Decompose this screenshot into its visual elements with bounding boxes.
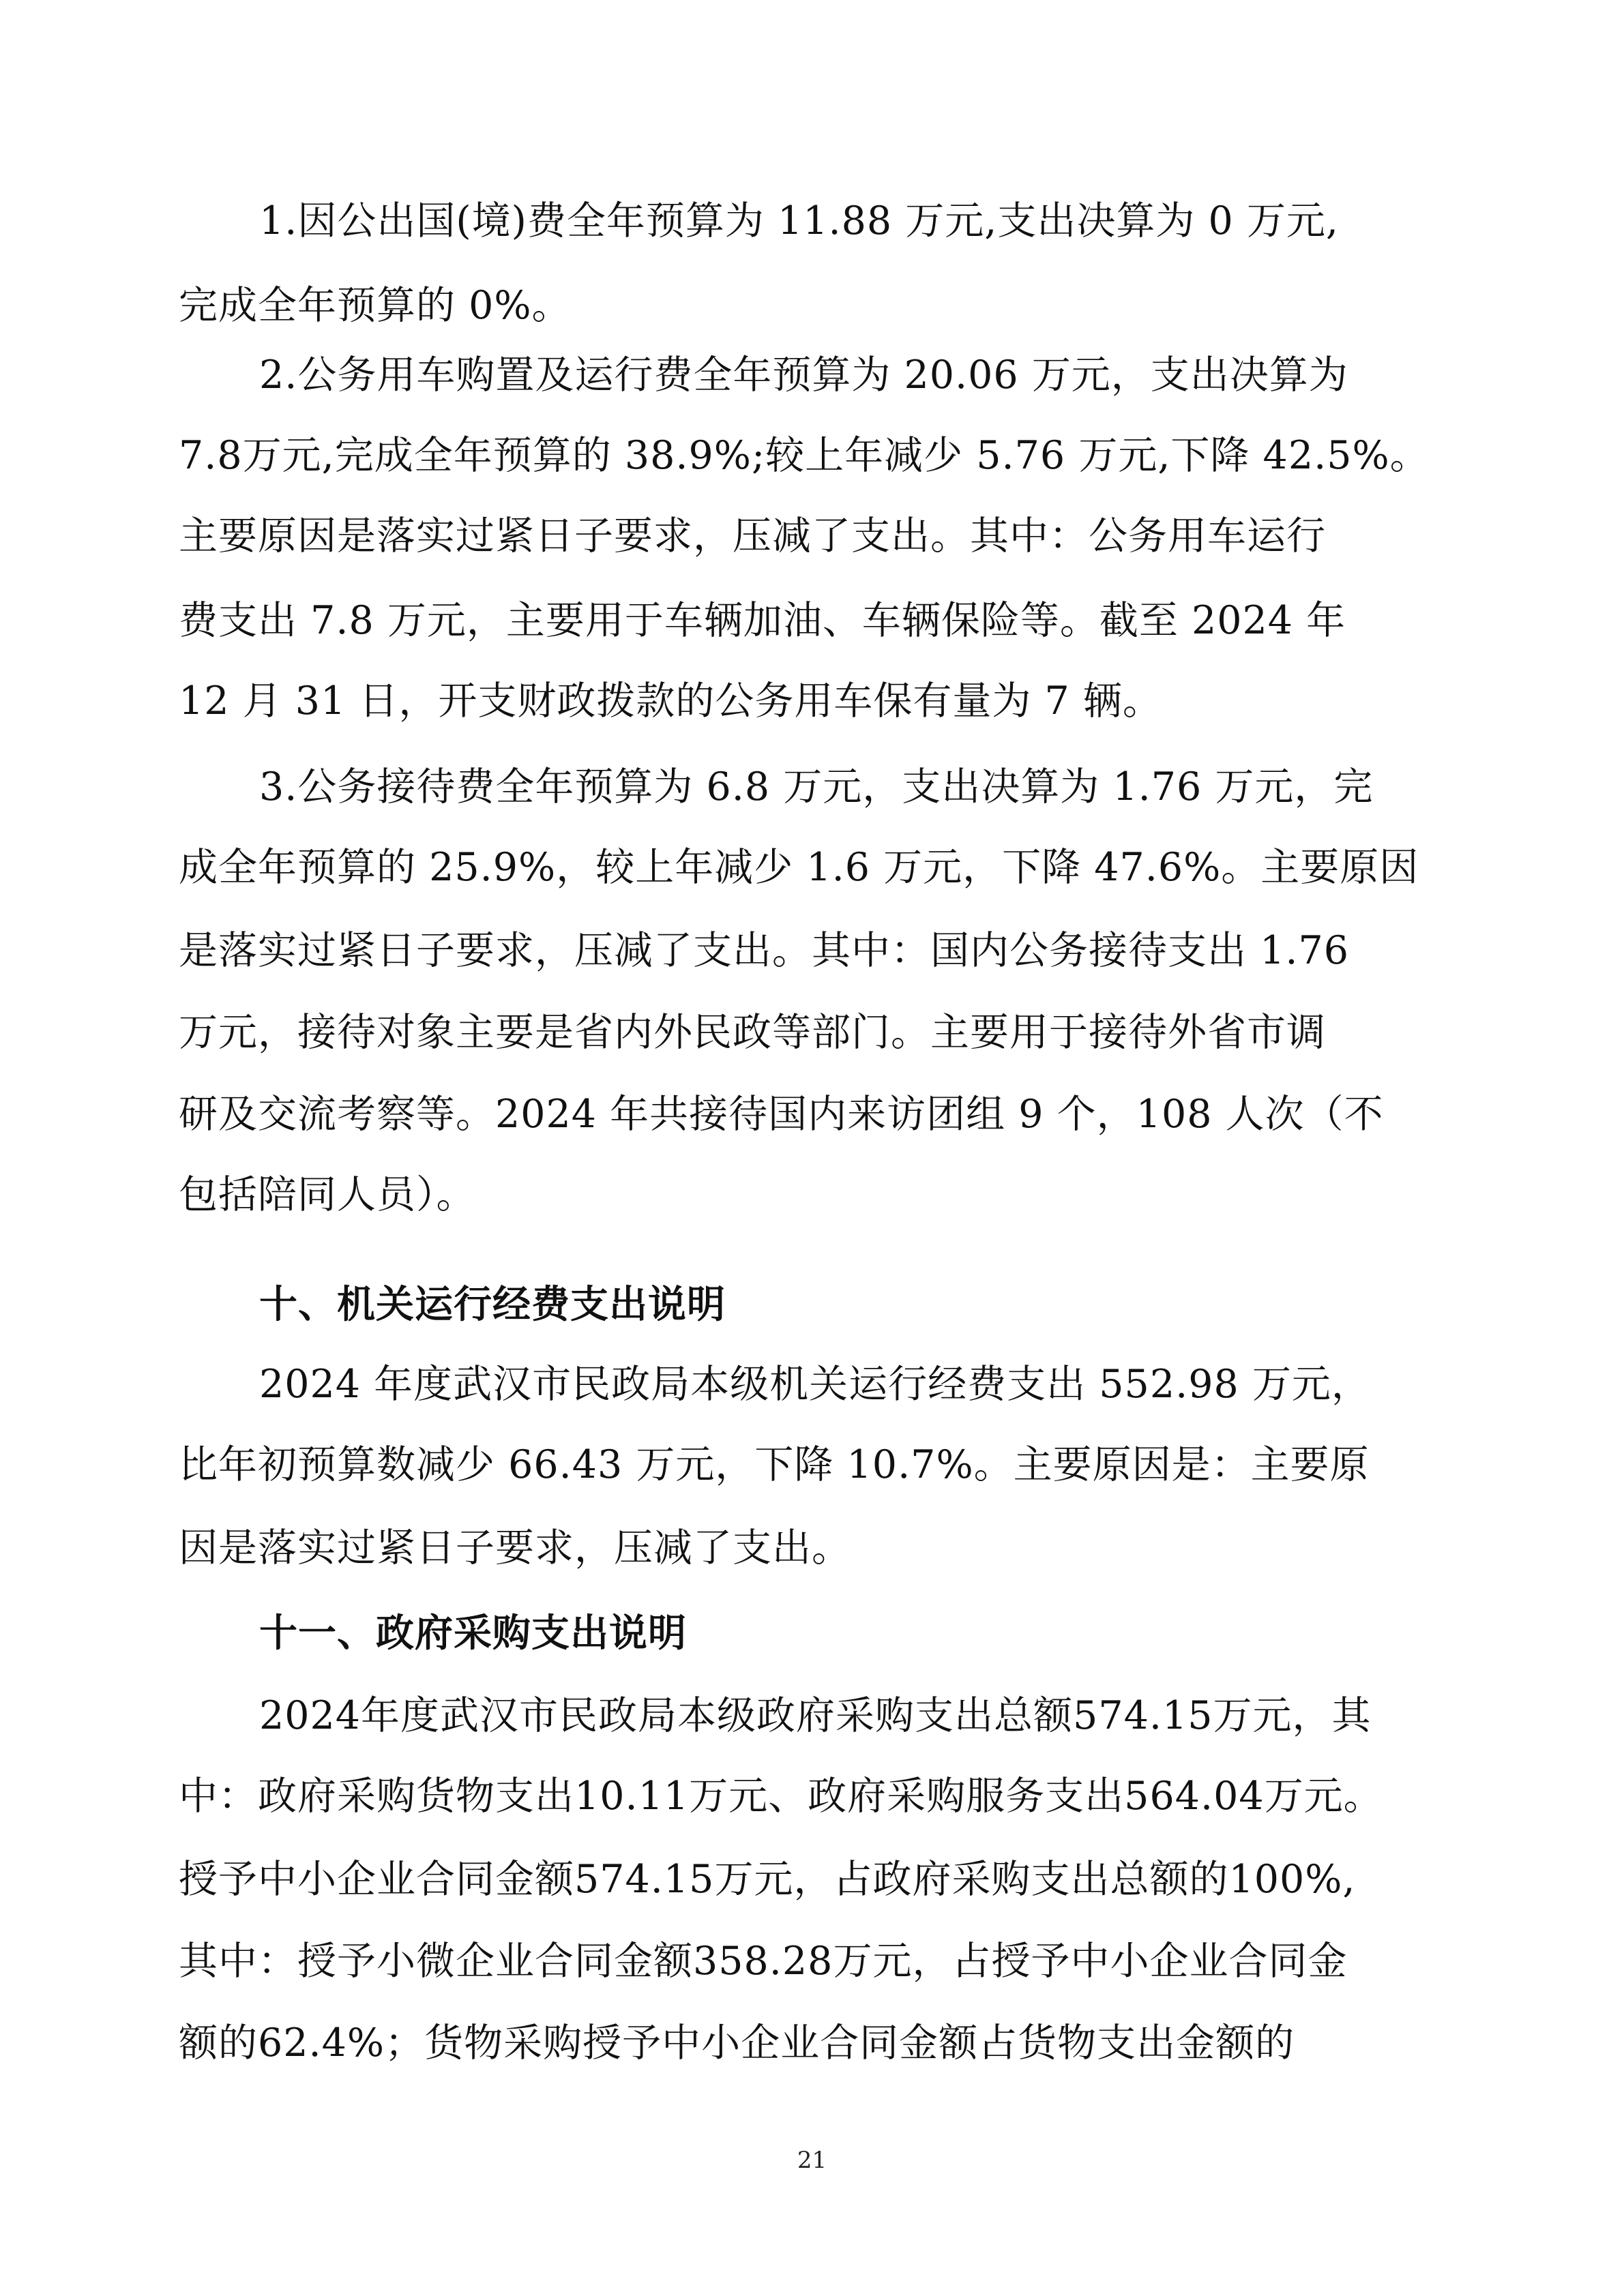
- text-line: 费支出 7.8 万元，主要用于车辆加油、车辆保险等。截至 2024 年: [179, 598, 1346, 643]
- text-line: 是落实过紧日子要求，压减了支出。其中：国内公务接待支出 1.76: [179, 928, 1350, 973]
- text-line: 7.8万元,完成全年预算的 38.9%;较上年减少 5.76 万元,下降 42.5%。: [179, 433, 1430, 478]
- text-line: 1.因公出国(境)费全年预算为 11.88 万元,支出决算为 0 万元,: [259, 198, 1340, 243]
- text-line: 成全年预算的 25.9%，较上年减少 1.6 万元，下降 47.6%。主要原因: [179, 845, 1419, 890]
- text-line: 3.公务接待费全年预算为 6.8 万元，支出决算为 1.76 万元，完: [259, 764, 1374, 809]
- text-line: 12 月 31 日，开支财政拨款的公务用车保有量为 7 辆。: [179, 679, 1162, 724]
- text-line: 完成全年预算的 0%。: [179, 283, 572, 328]
- text-line: 研及交流考察等。2024 年共接待国内来访团组 9 个，108 人次（不: [179, 1092, 1384, 1137]
- section-heading: 十一、政府采购支出说明: [259, 1611, 687, 1656]
- text-line: 主要原因是落实过紧日子要求，压减了支出。其中：公务用车运行: [179, 513, 1326, 558]
- page-number: 21: [797, 2147, 827, 2174]
- text-line: 额的62.4%；货物采购授予中小企业合同金额占货物支出金额的: [179, 2021, 1295, 2066]
- text-line: 中：政府采购货物支出10.11万元、政府采购服务支出564.04万元。: [179, 1774, 1383, 1819]
- text-line: 包括陪同人员）。: [179, 1172, 476, 1217]
- text-line: 2.公务用车购置及运行费全年预算为 20.06 万元，支出决算为: [259, 353, 1348, 398]
- text-line: 2024年度武汉市民政局本级政府采购支出总额574.15万元，其: [259, 1693, 1372, 1738]
- text-line: 万元，接待对象主要是省内外民政等部门。主要用于接待外省市调: [179, 1010, 1326, 1055]
- text-line: 因是落实过紧日子要求，压减了支出。: [179, 1525, 851, 1570]
- text-line: 比年初预算数减少 66.43 万元，下降 10.7%。主要原因是：主要原: [179, 1442, 1370, 1487]
- text-line: 其中：授予小微企业合同金额358.28万元，占授予中小企业合同金: [179, 1939, 1348, 1984]
- section-heading: 十、机关运行经费支出说明: [259, 1283, 726, 1327]
- text-line: 授予中小企业合同金额574.15万元，占政府采购支出总额的100%,: [179, 1857, 1356, 1902]
- text-line: 2024 年度武汉市民政局本级机关运行经费支出 552.98 万元，: [259, 1362, 1371, 1407]
